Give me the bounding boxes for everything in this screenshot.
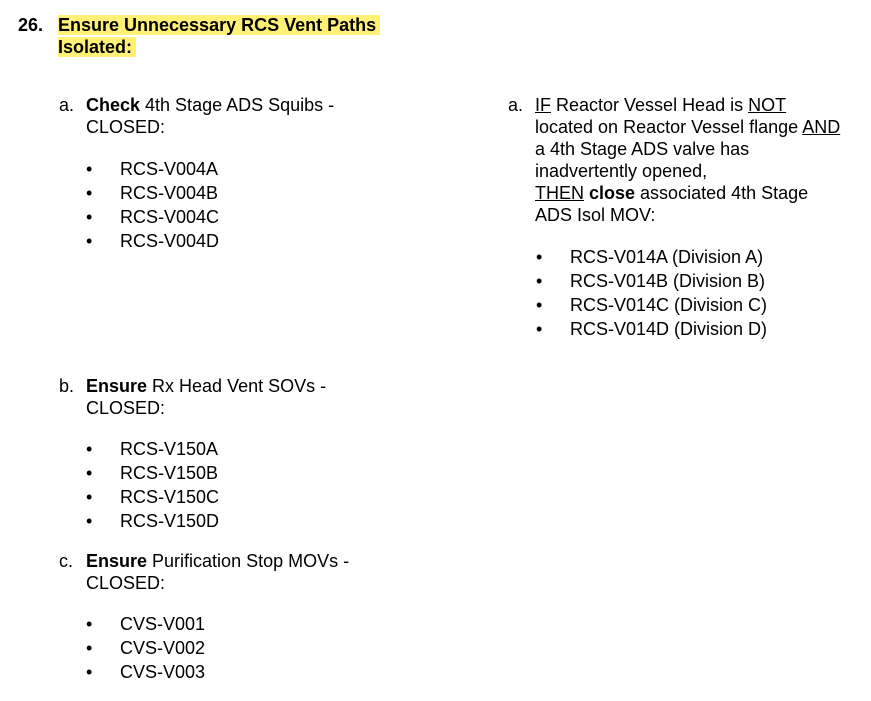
step-title xyxy=(58,14,380,58)
action-text: 4th Stage ADS Squibs - xyxy=(140,95,335,115)
and-keyword: AND xyxy=(802,117,841,137)
valve-id: RCS-V004C xyxy=(120,207,220,227)
substep-letter: a. xyxy=(508,95,524,115)
bullet-icon: • xyxy=(86,231,93,251)
action-text: Rx Head Vent SOVs - xyxy=(147,376,327,396)
bullet-icon: • xyxy=(536,271,543,291)
bullet-icon: • xyxy=(86,487,93,507)
valve-id: RCS-V004D xyxy=(120,231,220,251)
bullet-icon: • xyxy=(536,295,543,315)
bullet-icon: • xyxy=(86,463,93,483)
substep-text xyxy=(86,375,326,419)
substep-letter: a. xyxy=(59,95,75,115)
action-text-line2: CLOSED: xyxy=(86,398,166,418)
action-verb: close xyxy=(589,183,636,203)
valve-id: RCS-V150C xyxy=(120,487,220,507)
valve-id: RCS-V014A (Division A) xyxy=(570,247,764,267)
bullet-icon: • xyxy=(86,638,93,658)
valve-id: CVS-V001 xyxy=(120,614,206,634)
bullet-icon: • xyxy=(86,439,93,459)
contingency-line3: a 4th Stage ADS valve has xyxy=(535,139,750,159)
bullet-icon: • xyxy=(86,183,93,203)
valve-id: CVS-V002 xyxy=(120,638,206,658)
valve-id: RCS-V004A xyxy=(120,159,219,179)
valve-id: RCS-V014B (Division B) xyxy=(570,271,766,291)
valve-id: RCS-V004B xyxy=(120,183,219,203)
substep-text xyxy=(86,550,349,594)
valve-id: RCS-V014C (Division C) xyxy=(570,295,768,315)
substep-text xyxy=(86,94,334,138)
if-keyword: IF xyxy=(535,95,551,115)
bullet-icon: • xyxy=(536,247,543,267)
substep-letter: b. xyxy=(59,376,75,396)
action-text-line2: CLOSED: xyxy=(86,573,166,593)
bullet-icon: • xyxy=(86,207,93,227)
contingency-line6: ADS Isol MOV: xyxy=(535,205,656,225)
action-verb: Ensure xyxy=(86,376,148,396)
not-keyword: NOT xyxy=(748,95,787,115)
action-verb: Check xyxy=(86,95,141,115)
valve-id: RCS-V014D (Division D) xyxy=(570,319,768,339)
contingency-line2: located on Reactor Vessel flange xyxy=(535,117,803,137)
valve-id: RCS-V150A xyxy=(120,439,219,459)
then-keyword: THEN xyxy=(535,183,584,203)
contingency-line5: associated 4th Stage xyxy=(635,183,809,203)
substep-letter: c. xyxy=(59,551,74,571)
action-text-line2: CLOSED: xyxy=(86,117,166,137)
bullet-icon: • xyxy=(86,159,93,179)
contingency-line4: inadvertently opened, xyxy=(535,161,708,181)
bullet-icon: • xyxy=(536,319,543,339)
valve-id: RCS-V150B xyxy=(120,463,219,483)
action-text: Purification Stop MOVs - xyxy=(147,551,350,571)
bullet-icon: • xyxy=(86,511,93,531)
step-title-line2: Isolated: xyxy=(58,37,136,57)
valve-id: CVS-V003 xyxy=(120,662,206,682)
bullet-icon: • xyxy=(86,614,93,634)
valve-id: RCS-V150D xyxy=(120,511,220,531)
action-verb: Ensure xyxy=(86,551,148,571)
step-number: 26. xyxy=(18,15,44,35)
contingency-line1: Reactor Vessel Head is xyxy=(551,95,749,115)
contingency-text xyxy=(535,94,840,226)
step-title-line1: Ensure Unnecessary RCS Vent Paths xyxy=(58,15,380,35)
bullet-icon: • xyxy=(86,662,93,682)
